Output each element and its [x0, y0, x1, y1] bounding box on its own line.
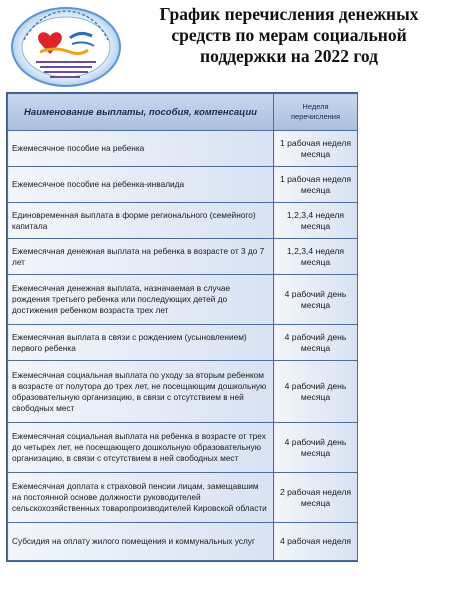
table-row: [8, 275, 358, 325]
row-payment-name: Ежемесячная денежная выплата, назначаемая в случае рождения третьего ребенка или последующих детей до достижения ребенком возраста трех лет: [8, 275, 274, 325]
table-row: [8, 361, 358, 423]
page-title: [130, 4, 448, 67]
row-payment-name: Ежемесячное пособие на ребенка-инвалида: [8, 167, 274, 203]
table-row: [8, 239, 358, 275]
row-payment-name: Ежемесячная социальная выплата на ребенка в возрасте от трех до четырех лет, не посещающего дошкольную образовательную организацию, в связи с отсутствием в ней свободных мест: [8, 423, 274, 473]
header-week-line-1: Неделя: [302, 102, 329, 111]
row-payment-name: Ежемесячное пособие на ребенка: [8, 131, 274, 167]
row-payment-name: Субсидия на оплату жилого помещения и коммунальных услуг: [8, 523, 274, 561]
organization-logo: [10, 6, 122, 88]
row-transfer-week: 4 рабочий день месяца: [274, 275, 358, 325]
row-transfer-week: 1,2,3,4 неделя месяца: [274, 203, 358, 239]
row-transfer-week: 1,2,3,4 неделя месяца: [274, 239, 358, 275]
row-transfer-week: 4 рабочий день месяца: [274, 423, 358, 473]
row-payment-name: Ежемесячная выплата в связи с рождением (усыновлением) первого ребенка: [8, 325, 274, 361]
table-row: [8, 203, 358, 239]
table-row: [8, 325, 358, 361]
row-payment-name: Ежемесячная доплата к страховой пенсии лицам, замещавшим на постоянной основе должности руководителей сельскохозяйственных товаропроизводителей Кировской области: [8, 473, 274, 523]
row-payment-name: Ежемесячная социальная выплата по уходу за вторым ребенком в возрасте от полутора до трех лет, не посещающим дошкольную образовательную организацию, в связи с отсутствием в ней свободных мест: [8, 361, 274, 423]
row-transfer-week: 1 рабочая неделя месяца: [274, 167, 358, 203]
row-transfer-week: 4 рабочий день месяца: [274, 361, 358, 423]
header-payment-name: Наименование выплаты, пособия, компенсации: [8, 94, 274, 131]
header-week-line-2: перечисления: [290, 112, 341, 121]
table-row: [8, 167, 358, 203]
row-transfer-week: 4 рабочий день месяца: [274, 325, 358, 361]
row-payment-name: Ежемесячная денежная выплата на ребенка в возрасте от 3 до 7 лет: [8, 239, 274, 275]
payments-table: [6, 92, 358, 562]
table-row: [8, 523, 358, 561]
row-transfer-week: 2 рабочая неделя месяца: [274, 473, 358, 523]
title-line-3: поддержки на 2022 год: [200, 46, 378, 66]
title-line-1: График перечисления денежных: [159, 4, 419, 24]
table-header-row: [8, 94, 358, 131]
header-transfer-week: [274, 94, 358, 131]
logo-emblem-icon: [10, 6, 122, 88]
row-payment-name: Единовременная выплата в форме регионального (семейного) капитала: [8, 203, 274, 239]
row-transfer-week: 1 рабочая неделя месяца: [274, 131, 358, 167]
title-line-2: средств по мерам социальной: [171, 25, 407, 45]
table-row: [8, 423, 358, 473]
table-row: [8, 131, 358, 167]
row-transfer-week: 4 рабочая неделя: [274, 523, 358, 561]
table-row: [8, 473, 358, 523]
